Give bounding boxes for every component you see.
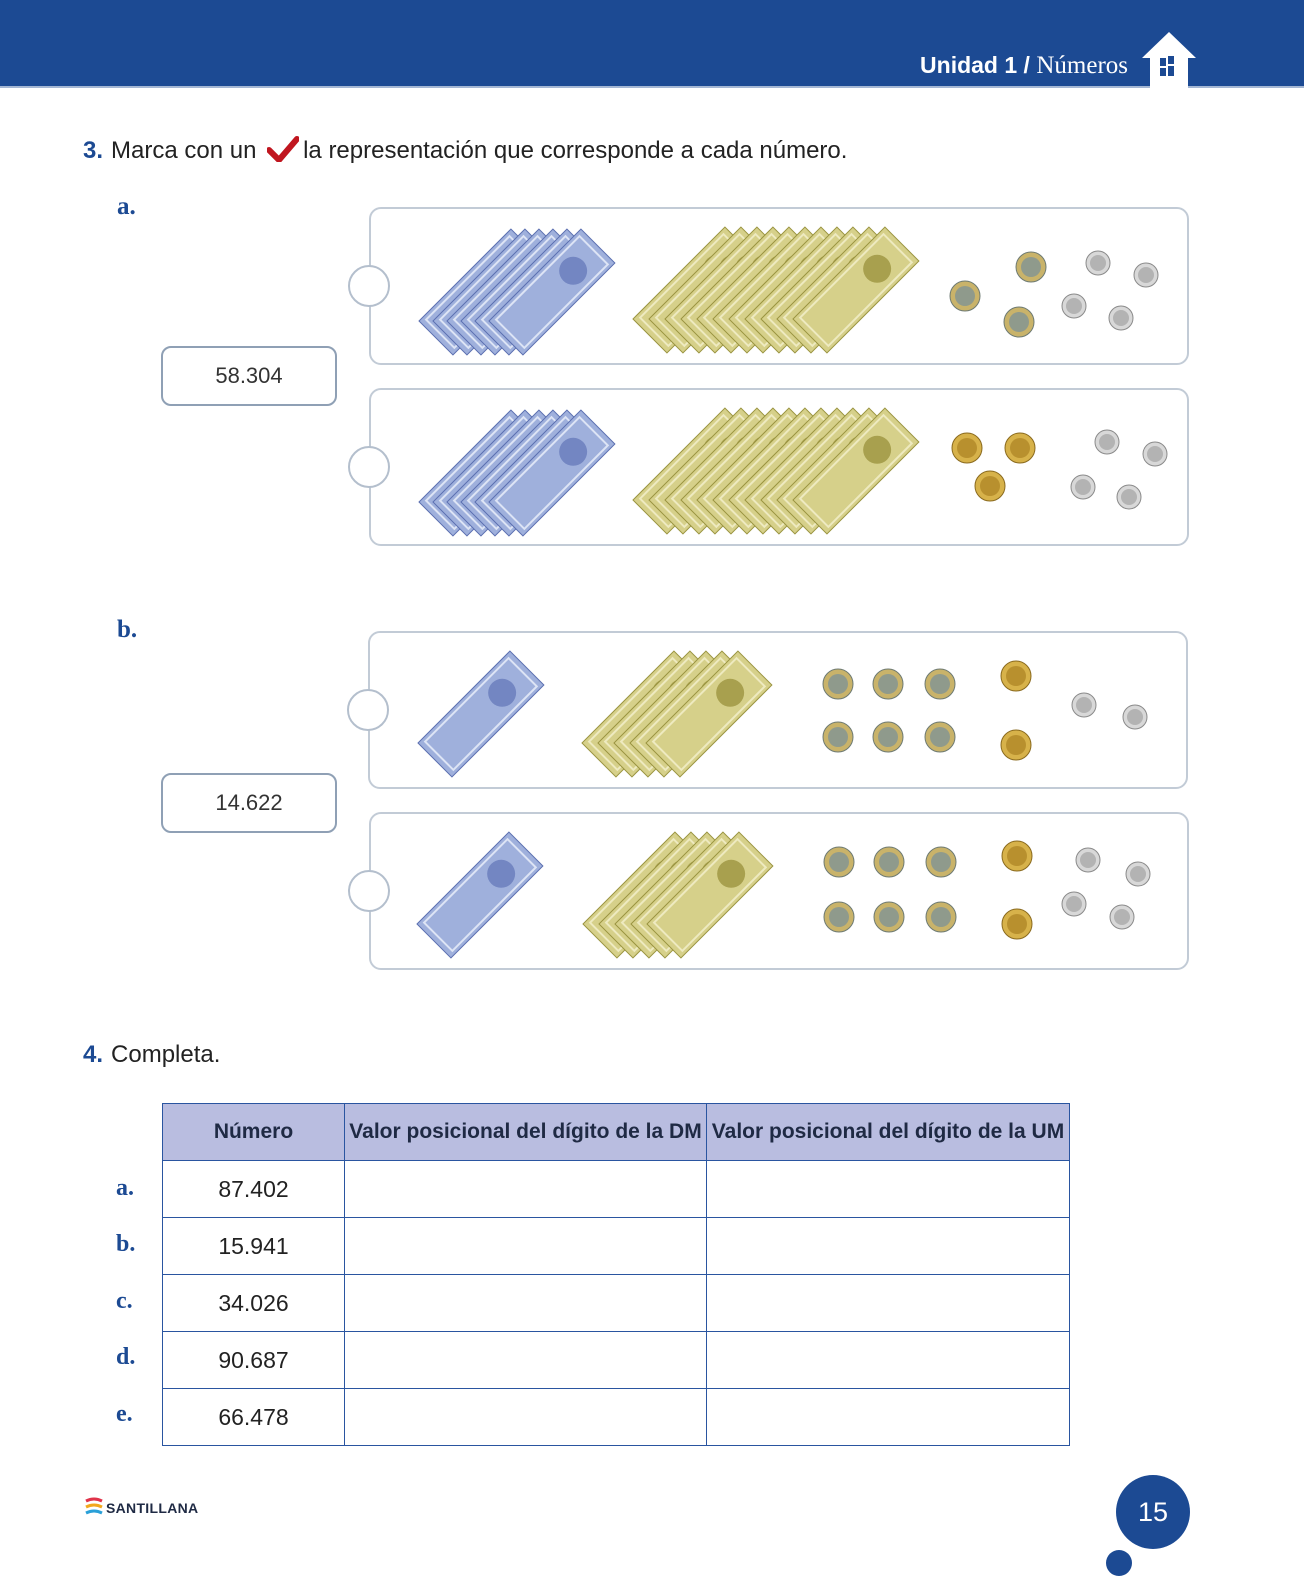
item-a-letter: a. [117, 193, 136, 220]
coin-silver [1109, 306, 1133, 330]
coin-bimetal [823, 722, 853, 752]
coin-bimetal [926, 847, 956, 877]
row-number: 34.026 [163, 1275, 345, 1332]
answer-cell-dm[interactable] [345, 1389, 707, 1446]
coin-bimetal [873, 669, 903, 699]
coin-bimetal [824, 847, 854, 877]
row-number: 15.941 [163, 1218, 345, 1275]
unit-title [920, 52, 1128, 80]
answer-cell-um[interactable] [707, 1332, 1070, 1389]
coin-gold [1001, 661, 1031, 691]
place-value-table [162, 1103, 1070, 1446]
table-row [163, 1218, 1070, 1275]
header-rule [0, 86, 1304, 88]
unit-name: Números [1036, 52, 1128, 79]
coin-gold [1005, 433, 1035, 463]
row-letter-a: a. [116, 1175, 134, 1201]
answer-cell-dm[interactable] [345, 1332, 707, 1389]
row-letter-e: e. [116, 1401, 133, 1427]
question-3-text-before: Marca con un [111, 137, 257, 164]
bill-10000 [417, 832, 543, 958]
question-3 [83, 136, 847, 165]
coin-silver [1126, 862, 1150, 886]
coin-bimetal [1004, 307, 1034, 337]
bill-10000 [418, 651, 544, 777]
table-row [163, 1161, 1070, 1218]
publisher-name: SANTILLANA [106, 1500, 199, 1516]
question-4-text: Completa. [111, 1041, 221, 1068]
row-number: 90.687 [163, 1332, 345, 1389]
question-4-number: 4. [83, 1041, 104, 1068]
option-b1 [368, 631, 1188, 789]
answer-cell-dm[interactable] [345, 1218, 707, 1275]
row-letter-b: b. [116, 1231, 136, 1257]
money-set-b2 [371, 814, 1191, 972]
money-set-a1 [371, 209, 1191, 367]
row-number: 87.402 [163, 1161, 345, 1218]
coin-silver [1071, 475, 1095, 499]
publisher-logo [84, 1497, 198, 1519]
coin-silver [1117, 485, 1141, 509]
coin-bimetal [874, 847, 904, 877]
item-b-letter: b. [117, 616, 138, 643]
coin-silver [1110, 905, 1134, 929]
money-set-b1 [370, 633, 1190, 791]
number-box-a: 58.304 [161, 346, 337, 406]
coin-silver [1143, 442, 1167, 466]
page-dot [1106, 1550, 1132, 1576]
house-icon [1140, 30, 1198, 88]
option-a2 [369, 388, 1189, 546]
header-numero: Número [163, 1104, 345, 1161]
coin-bimetal [925, 722, 955, 752]
page-number: 15 [1116, 1475, 1190, 1549]
santillana-logo-icon [84, 1497, 104, 1519]
answer-cell-dm[interactable] [345, 1161, 707, 1218]
option-b1-radio[interactable] [347, 689, 389, 731]
coin-silver [1062, 892, 1086, 916]
coin-bimetal [824, 902, 854, 932]
answer-cell-um[interactable] [707, 1275, 1070, 1332]
coin-silver [1123, 705, 1147, 729]
coin-silver [1072, 693, 1096, 717]
table-header-row [163, 1104, 1070, 1161]
money-set-a2 [371, 390, 1191, 548]
number-box-b: 14.622 [161, 773, 337, 833]
coin-bimetal [823, 669, 853, 699]
coin-gold [1002, 841, 1032, 871]
unit-label: Unidad 1 / [920, 52, 1030, 78]
question-4 [83, 1041, 220, 1069]
coin-bimetal [1016, 252, 1046, 282]
coin-silver [1062, 294, 1086, 318]
option-a2-radio[interactable] [348, 446, 390, 488]
table-row [163, 1275, 1070, 1332]
coin-silver [1095, 430, 1119, 454]
coin-bimetal [925, 669, 955, 699]
option-a1 [369, 207, 1189, 365]
question-3-text-after: la representación que corresponde a cada número. [303, 137, 848, 164]
option-b2 [369, 812, 1189, 970]
coin-bimetal [950, 281, 980, 311]
coin-bimetal [926, 902, 956, 932]
answer-cell-um[interactable] [707, 1161, 1070, 1218]
row-letter-c: c. [116, 1288, 133, 1314]
option-b2-radio[interactable] [348, 870, 390, 912]
coin-gold [952, 433, 982, 463]
coin-gold [1002, 909, 1032, 939]
coin-gold [1001, 730, 1031, 760]
row-letter-d: d. [116, 1344, 136, 1370]
answer-cell-dm[interactable] [345, 1275, 707, 1332]
coin-bimetal [873, 722, 903, 752]
coin-silver [1086, 251, 1110, 275]
option-a1-radio[interactable] [348, 265, 390, 307]
question-3-number: 3. [83, 137, 104, 164]
check-icon [267, 136, 299, 162]
row-number: 66.478 [163, 1389, 345, 1446]
header-dm: Valor posicional del dígito de la DM [345, 1104, 707, 1161]
table-row [163, 1332, 1070, 1389]
answer-cell-um[interactable] [707, 1389, 1070, 1446]
coin-silver [1076, 848, 1100, 872]
header-um: Valor posicional del dígito de la UM [707, 1104, 1070, 1161]
coin-gold [975, 471, 1005, 501]
coin-bimetal [874, 902, 904, 932]
table-row [163, 1389, 1070, 1446]
coin-silver [1134, 263, 1158, 287]
answer-cell-um[interactable] [707, 1218, 1070, 1275]
